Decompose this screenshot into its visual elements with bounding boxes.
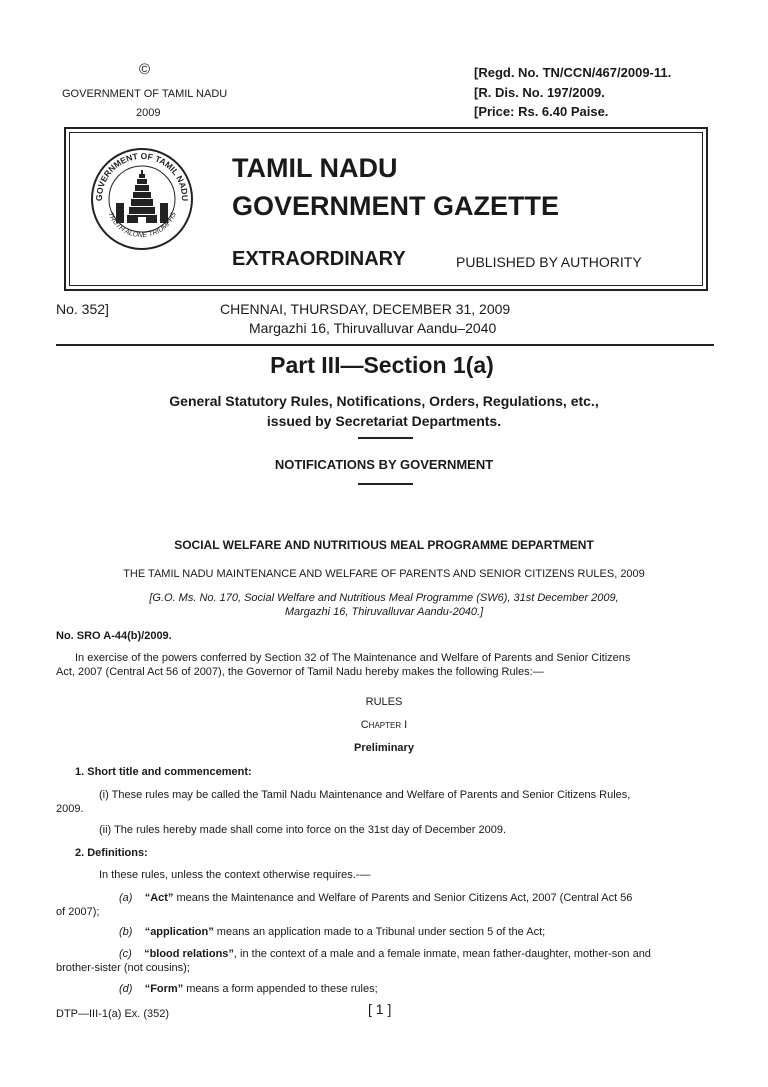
- definition-term: “Act”: [144, 892, 174, 904]
- definition-term: “Form”: [144, 983, 184, 995]
- svg-text:TRUTH ALONE TRIUMPHS: [106, 211, 178, 239]
- seal-top-text: GOVERNMENT OF TAMIL NADU: [93, 150, 191, 202]
- rdis-number: [R. Dis. No. 197/2009.: [474, 85, 605, 100]
- definition-marker: (d): [119, 983, 133, 995]
- chapter-label: Chapter I: [360, 719, 408, 731]
- gopuram-icon: [127, 170, 157, 223]
- definition-c: [119, 948, 651, 960]
- preliminary-heading: Preliminary: [354, 742, 414, 754]
- regd-number: [Regd. No. TN/CCN/467/2009-11.: [474, 65, 672, 80]
- go-reference-line2: Margazhi 16, Thiruvalluvar Aandu-2040.]: [284, 606, 484, 618]
- government-line: GOVERNMENT OF TAMIL NADU: [62, 88, 228, 100]
- page-number: [ 1 ]: [368, 1001, 392, 1017]
- tamil-date: Margazhi 16, Thiruvalluvar Aandu–2040: [249, 320, 497, 336]
- section2-intro: In these rules, unless the context otherwise requires.-—: [99, 869, 371, 881]
- definition-b: [119, 926, 545, 938]
- short-rule: [358, 437, 413, 439]
- extraordinary-label: EXTRAORDINARY: [232, 248, 406, 270]
- published-by-authority: PUBLISHED BY AUTHORITY: [456, 254, 642, 270]
- part-subheading-2: issued by Secretariat Departments.: [266, 413, 502, 429]
- issue-dateline: CHENNAI, THURSDAY, DECEMBER 31, 2009: [220, 301, 511, 317]
- intro-paragraph-line2: Act, 2007 (Central Act 56 of 2007), the Governor of Tamil Nadu hereby makes the following Rules:—: [56, 666, 544, 678]
- section1-clause-i: (i) These rules may be called the Tamil Nadu Maintenance and Welfare of Parents and Senior Citizens Rules,: [99, 789, 631, 801]
- state-seal-emblem: [86, 143, 198, 255]
- section1-heading: 1. Short title and commencement:: [75, 766, 252, 778]
- section2-heading: 2. Definitions:: [75, 847, 148, 859]
- definition-text: means an application made to a Tribunal under section 5 of the Act;: [213, 926, 546, 938]
- gazette-title-line1: TAMIL NADU: [232, 153, 398, 183]
- definition-a: [119, 892, 632, 904]
- definition-marker: (b): [119, 926, 133, 938]
- divider-rule: [56, 344, 714, 346]
- definition-text: means the Maintenance and Welfare of Parents and Senior Citizens Act, 2007 (Central Act 56: [173, 892, 633, 904]
- definition-term: “blood relations”: [144, 948, 234, 960]
- lion-capital-icon: [116, 203, 168, 223]
- go-reference-line1: [G.O. Ms. No. 170, Social Welfare and Nutritious Meal Programme (SW6), 31st December 2009,: [149, 592, 619, 604]
- svg-text:GOVERNMENT OF TAMIL NADU: [94, 151, 190, 201]
- copyright-symbol: ©: [139, 61, 151, 78]
- definition-marker: (c): [119, 948, 132, 960]
- part-heading: Part III—Section 1(a): [270, 352, 494, 378]
- definition-a-cont: of 2007);: [56, 906, 100, 918]
- part-subheading-1: General Statutory Rules, Notifications, Orders, Regulations, etc.,: [169, 393, 599, 409]
- rules-label: RULES: [365, 696, 403, 708]
- definition-d: [119, 983, 378, 995]
- rules-title: THE TAMIL NADU MAINTENANCE AND WELFARE OF PARENTS AND SENIOR CITIZENS RULES, 2009: [123, 568, 645, 580]
- section1-clause-i-cont: 2009.: [56, 803, 84, 815]
- definition-marker: (a): [119, 892, 133, 904]
- definition-c-cont: brother-sister (not cousins);: [56, 962, 190, 974]
- price: [Price: Rs. 6.40 Paise.: [474, 104, 609, 119]
- section1-clause-ii: (ii) The rules hereby made shall come into force on the 31st day of December 2009.: [99, 824, 507, 836]
- gazette-title-line2: GOVERNMENT GAZETTE: [232, 191, 560, 221]
- department-heading: SOCIAL WELFARE AND NUTRITIOUS MEAL PROGRAMME DEPARTMENT: [174, 538, 594, 552]
- masthead-box: [64, 127, 708, 291]
- header-year: 2009: [136, 107, 161, 119]
- footer-code: DTP—III-1(a) Ex. (352): [56, 1008, 170, 1020]
- short-rule: [358, 483, 413, 485]
- intro-paragraph-line1: In exercise of the powers conferred by Section 32 of The Maintenance and Welfare of Parents and Senior Citizens: [75, 652, 631, 664]
- definition-text: , in the context of a male and a female inmate, mean father-daughter, mother-son and: [233, 948, 651, 960]
- seal-bottom-text: TRUTH ALONE TRIUMPHS: [106, 211, 178, 240]
- issue-number: No. 352]: [56, 301, 109, 317]
- notifications-heading: NOTIFICATIONS BY GOVERNMENT: [274, 457, 494, 472]
- definition-term: “application”: [144, 926, 214, 938]
- definition-text: means a form appended to these rules;: [183, 983, 378, 995]
- sro-number: No. SRO A-44(b)/2009.: [56, 630, 172, 642]
